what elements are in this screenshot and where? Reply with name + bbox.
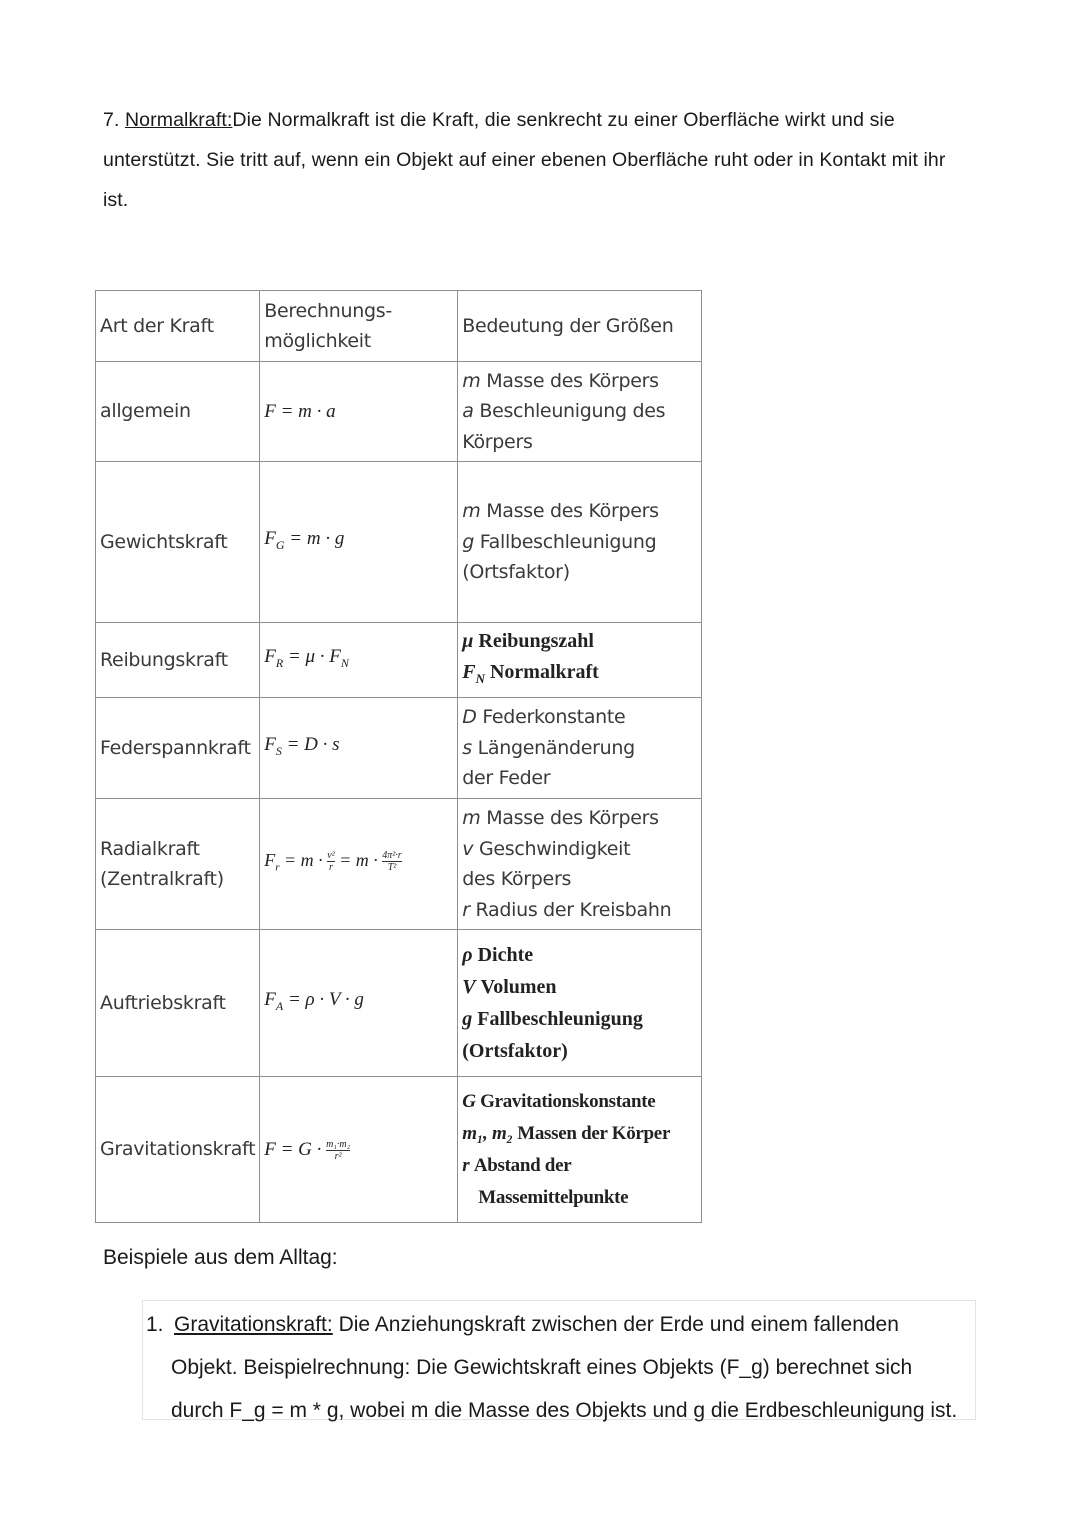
table-row (96, 799, 702, 930)
force-formula: F = m · a (260, 362, 458, 462)
intro-line-2: unterstützt. Sie tritt auf, wenn ein Objekt auf einer ebenen Oberfläche ruht oder in Kontakt mit ihr (103, 149, 946, 171)
force-name: Gewichtskraft (96, 462, 260, 623)
intro-paragraph (103, 100, 983, 220)
header-meaning: Bedeutung der Größen (458, 291, 702, 362)
forces-table (95, 290, 702, 1223)
force-meaning: μ Reibungszahl $F_N$ Normalkraft (458, 623, 702, 698)
header-force-type: Art der Kraft (96, 291, 260, 362)
force-formula: $F_G = m \cdot g$ (260, 462, 458, 623)
force-meaning: m Masse des Körpers v Geschwindigkeit des Körpers r Radius der Kreisbahn (458, 799, 702, 930)
force-name: Gravitationskraft (96, 1077, 260, 1223)
table-header-row (96, 291, 702, 362)
force-name: allgemein (96, 362, 260, 462)
force-name: Reibungskraft (96, 623, 260, 698)
table-row (96, 1077, 702, 1223)
table-row (96, 623, 702, 698)
intro-line1-text: Die Normalkraft ist die Kraft, die senkrecht zu einer Oberfläche wirkt und sie (232, 109, 895, 131)
intro-line-3: ist. (103, 189, 129, 211)
force-name: Auftriebskraft (96, 930, 260, 1077)
force-meaning: D Federkonstante s Längenänderung der Feder (458, 698, 702, 799)
table-row (96, 698, 702, 799)
example-term: Gravitationskraft: (174, 1313, 333, 1336)
table-row (96, 462, 702, 623)
force-formula: $F_R = \mu \cdot F_N$ (260, 623, 458, 698)
force-meaning: G Gravitationskonstante m₁, m₂ Massen der Körper r Abstand der Massemittelpunkte (458, 1077, 702, 1223)
force-meaning: m Masse des Körpers a Beschleunigung des Körpers (458, 362, 702, 462)
force-name: Federspannkraft (96, 698, 260, 799)
example-item-1: 1. Gravitationskraft: Die Anziehungskraft zwischen der Erde und einem fallenden Objekt. Beispielrechnung: Die Gewichtskraft eines Objekts (F_g) berechnet sich durch F_g = m * g, wobei m die Masse des Objekts und g die Erdbeschleunigung ist. (146, 1313, 958, 1422)
example-box (142, 1300, 976, 1420)
force-formula: F = G · $\frac{\text{m₁·m₂}}{\text{r²}}$ (260, 1077, 458, 1223)
table-row (96, 362, 702, 462)
examples-title: Beispiele aus dem Alltag: (103, 1246, 338, 1269)
intro-term: Normalkraft: (125, 109, 233, 131)
intro-line-1 (103, 100, 983, 140)
force-formula: $F_A = \rho \cdot V \cdot g$ (260, 930, 458, 1077)
force-name: Radialkraft (Zentralkraft) (96, 799, 260, 930)
force-formula: $F_S = D \cdot s$ (260, 698, 458, 799)
header-calculation: Berechnungs- möglichkeit (260, 291, 458, 362)
force-meaning: m Masse des Körpers g Fallbeschleunigung (Ortsfaktor) (458, 462, 702, 623)
force-formula: $F_r = m$ · $\frac{\text{v²}}{r}$ = m · $\frac{\text{4π²·r}}{\text{T²}}$ (260, 799, 458, 930)
intro-number: 7. (103, 109, 120, 131)
force-meaning: ρ Dichte V Volumen g Fallbeschleunigung (Ortsfaktor) (458, 930, 702, 1077)
table-row (96, 930, 702, 1077)
